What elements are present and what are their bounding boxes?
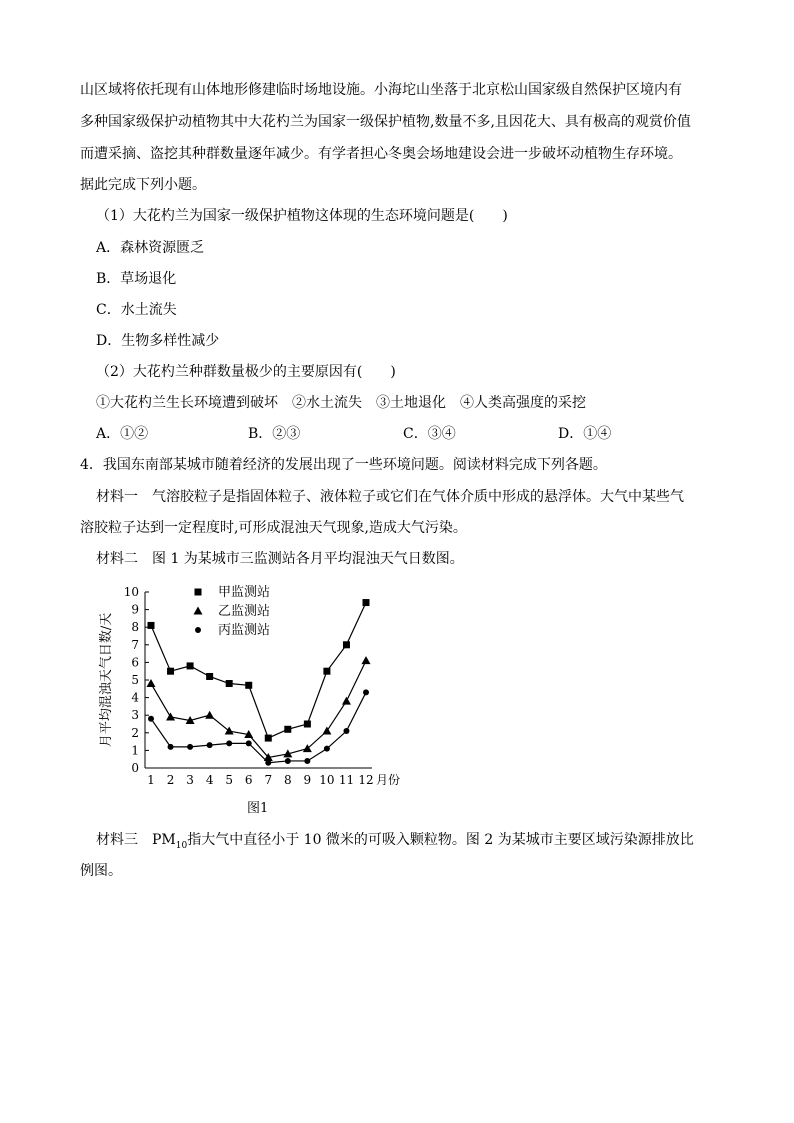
passage-line: 据此完成下列小题。 (80, 177, 206, 193)
question-2-option-a: A．①② (96, 426, 149, 442)
question-1-stem: （1）大花杓兰为国家一级保护植物这体现的生态环境问题是( ) (96, 208, 508, 224)
y-tick-label: 9 (131, 602, 139, 617)
series-1-point (304, 721, 311, 728)
x-tick-label: 7 (264, 773, 273, 787)
y-tick-label: 7 (131, 637, 139, 652)
x-tick-label: 8 (283, 773, 292, 787)
series-2-point (205, 711, 214, 719)
y-tick-label: 6 (131, 655, 139, 670)
x-tick-label: 2 (166, 773, 175, 787)
question-2-items: ①大花杓兰生长环境遭到破坏 ②水土流失 ③土地退化 ④人类高强度的采挖 (96, 395, 586, 411)
series-3-point (187, 744, 193, 750)
series-1-point (343, 641, 350, 648)
question-2-option-b: B．②③ (248, 426, 301, 442)
series-1-point (187, 662, 194, 669)
y-tick-label: 4 (131, 690, 139, 705)
series-3-point (148, 716, 154, 722)
x-tick-label: 1 (147, 773, 155, 787)
series-1-point (284, 726, 291, 733)
x-tick-label: 9 (303, 773, 312, 787)
series-line-3 (151, 692, 366, 762)
question-2-option-d: D．①④ (558, 426, 612, 442)
series-3-point (265, 760, 271, 766)
legend-marker-1 (195, 589, 202, 596)
question-2-option-c: C．③④ (403, 426, 456, 442)
y-axis-label: 月平均混浊天气日数/天 (99, 612, 114, 748)
material-3-prefix: 材料三 PM (96, 832, 176, 848)
question-1-option-a: A．森林资源匮乏 (96, 240, 205, 256)
passage-line: 而遭采摘、盗挖其种群数量逐年减少。有学者担心冬奥会场地建设会进一步破坏动植物生存环境。 (80, 146, 682, 162)
question-2-stem: （2）大花杓兰种群数量极少的主要原因有( ) (96, 364, 396, 380)
series-1-point (167, 668, 174, 675)
series-3-point (226, 740, 232, 746)
series-3-point (304, 758, 310, 764)
y-tick-label: 0 (131, 761, 139, 775)
pm-subscript: 10 (175, 840, 188, 851)
x-tick-label: 12 (358, 773, 374, 787)
turbid-days-line-chart (96, 580, 416, 800)
passage-line: 多种国家级保护动植物其中大花杓兰为国家一级保护植物,数量不多,且因花大、具有极高的观赏价值 (80, 114, 691, 130)
y-tick-label: 8 (131, 620, 139, 635)
question-1-option-c: C．水土流失 (96, 302, 177, 318)
series-1-point (363, 599, 370, 606)
series-2-point (322, 727, 331, 735)
y-tick-label: 10 (123, 585, 139, 599)
material-3-line (96, 830, 756, 856)
series-1-point (245, 682, 252, 689)
series-1-point (323, 668, 330, 675)
series-3-point (207, 742, 213, 748)
series-3-point (246, 740, 252, 746)
series-2-point (362, 656, 371, 664)
series-2-point (166, 712, 175, 720)
series-1-point (226, 680, 233, 687)
x-axis-label: 月份 (376, 773, 401, 787)
x-tick-label: 4 (205, 773, 214, 787)
x-tick-label: 5 (225, 773, 234, 787)
legend-marker-2 (194, 607, 203, 615)
question-1-option-b: B．草场退化 (96, 271, 177, 287)
series-1-point (265, 735, 272, 742)
material-3-line: 例图。 (80, 863, 122, 879)
series-3-point (324, 746, 330, 752)
series-1-point (206, 673, 213, 680)
x-tick-label: 11 (338, 773, 355, 787)
legend-marker-3 (195, 627, 201, 633)
y-tick-label: 2 (131, 725, 139, 740)
series-2-point (342, 697, 351, 705)
series-3-point (343, 728, 349, 734)
y-tick-label: 1 (131, 743, 139, 758)
legend-label-1: 甲监测站 (218, 585, 271, 600)
question-1-option-d: D．生物多样性减少 (96, 333, 220, 349)
y-tick-label: 3 (131, 708, 139, 723)
chart-figure-1 (96, 580, 416, 820)
material-1-line: 材料一 气溶胶粒子是指固体粒子、液体粒子或它们在气体介质中形成的悬浮体。大气中某些气 (96, 489, 684, 505)
material-2-text: 材料二 图 1 为某城市三监测站各月平均混浊天气日数图。 (96, 551, 464, 567)
legend-label-2: 乙监测站 (218, 604, 271, 619)
series-3-point (285, 758, 291, 764)
legend-label-3: 丙监测站 (218, 623, 271, 638)
figure-caption: 图1 (247, 801, 269, 816)
passage-line: 山区域将依托现有山体地形修建临时场地设施。小海坨山坐落于北京松山国家级自然保护区境内有 (80, 82, 682, 98)
series-3-point (168, 744, 174, 750)
series-1-point (148, 622, 155, 629)
y-tick-label: 5 (131, 673, 139, 687)
x-tick-label: 6 (244, 773, 253, 787)
material-3-rest: 指大气中直径小于 10 微米的可吸入颗粒物。图 2 为某城市主要区域污染源排放比 (187, 832, 694, 848)
material-1-line: 溶胶粒子达到一定程度时,可形成混浊天气现象,造成大气污染。 (80, 520, 467, 536)
x-tick-label: 3 (186, 773, 194, 787)
question-4-stem: 4．我国东南部某城市随着经济的发展出现了一些环境问题。阅读材料完成下列各题。 (80, 457, 607, 473)
series-3-point (363, 689, 369, 695)
x-tick-label: 10 (319, 773, 335, 787)
